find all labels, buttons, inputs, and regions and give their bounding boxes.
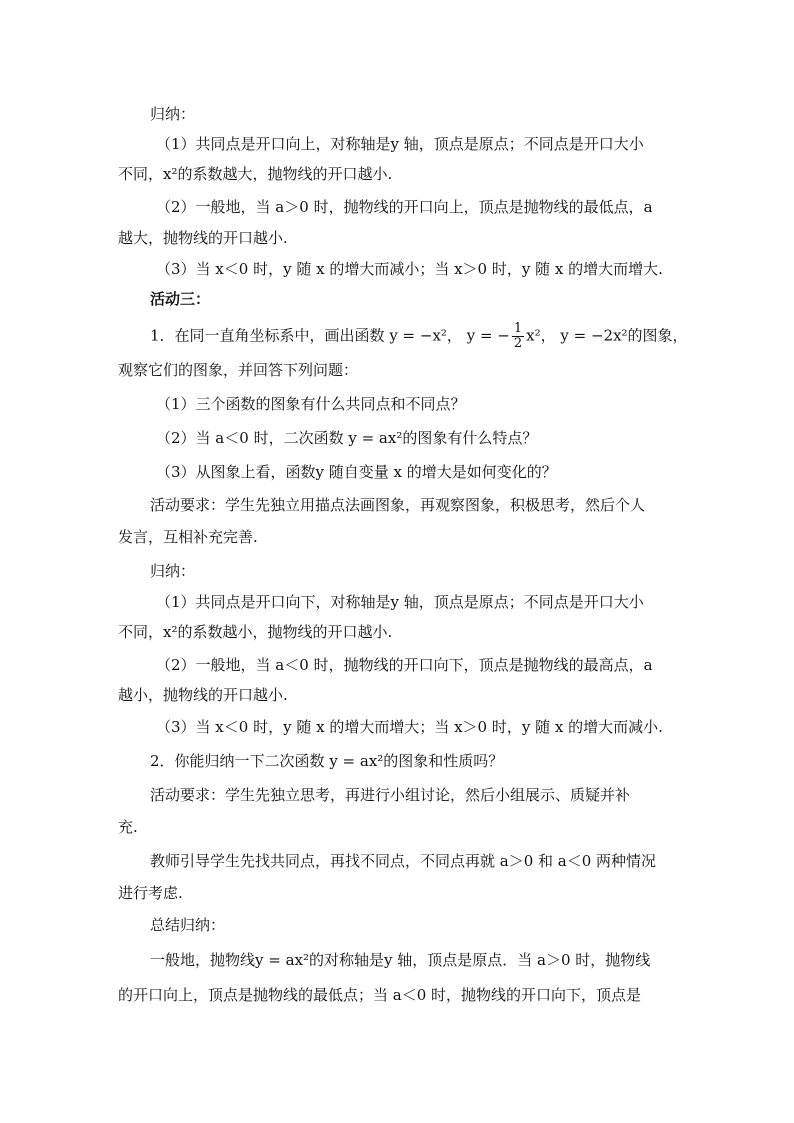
summary-heading-2: 归纳：	[150, 562, 196, 580]
teacher-guide-line-1: 教师引导学生先找共同点，再找不同点，不同点再就 a＞0 和 a＜0 两种情况	[150, 852, 657, 870]
question-2: （2）当 a＜0 时，二次函数 y = ax²的图象有什么特点？	[156, 429, 538, 447]
summary-point-2-line-2: 越大，抛物线的开口越小.	[118, 229, 288, 247]
summary-point-1-line-1: （1）共同点是开口向上，对称轴是y 轴，顶点是原点；不同点是开口大小	[156, 135, 644, 153]
summary-2-point-1-line-2: 不同，x²的系数越小，抛物线的开口越小.	[118, 623, 393, 641]
activity-three-heading: 活动三：	[150, 290, 211, 308]
fraction-one-half	[512, 322, 524, 351]
task-2: 2．你能归纳一下二次函数 y = ax²的图象和性质吗？	[150, 752, 504, 770]
task-1-line-2: 观察它们的图象，并回答下列问题：	[118, 361, 359, 379]
activity-requirement-1-line-2: 发言，互相补充完善.	[118, 528, 258, 546]
summary-point-1-line-2: 不同，x²的系数越大，抛物线的开口越小.	[118, 165, 393, 183]
summary-point-2-line-1: （2）一般地，当 a＞0 时，抛物线的开口向上，顶点是抛物线的最低点，a	[156, 198, 653, 216]
summary-point-3: （3）当 x＜0 时，y 随 x 的增大而减小；当 x＞0 时，y 随 x 的增大而增大.	[156, 260, 663, 278]
activity-requirement-2-line-1: 活动要求：学生先独立思考，再进行小组讨论，然后小组展示、质疑并补	[150, 786, 631, 804]
activity-requirement-2-line-2: 充.	[118, 818, 138, 836]
question-1: （1）三个函数的图象有什么共同点和不同点？	[156, 395, 466, 413]
activity-requirement-1-line-1: 活动要求：学生先独立用描点法画图象，再观察图象，积极思考，然后个人	[150, 496, 646, 514]
question-3: （3）从图象上看，函数y 随自变量 x 的增大是如何变化的？	[156, 463, 557, 481]
conclusion-line-2: 的开口向上，顶点是抛物线的最低点；当 a＜0 时，抛物线的开口向下，顶点是	[118, 986, 642, 1004]
fraction-denominator: 2	[513, 336, 523, 351]
task-1-text-a: 1．在同一直角坐标系中，画出函数 y = −x²， y = −	[150, 326, 510, 345]
summary-2-point-2-line-2: 越小，抛物线的开口越小.	[118, 686, 288, 704]
fraction-numerator: 1	[513, 321, 523, 336]
summary-heading-1: 归纳：	[150, 105, 196, 123]
conclusion-heading: 总结归纳：	[150, 916, 226, 934]
summary-2-point-2-line-1: （2）一般地，当 a＜0 时，抛物线的开口向下，顶点是抛物线的最高点，a	[156, 656, 653, 674]
summary-2-point-1-line-1: （1）共同点是开口向下，对称轴是y 轴，顶点是原点；不同点是开口大小	[156, 593, 644, 611]
summary-2-point-3: （3）当 x＜0 时，y 随 x 的增大而增大；当 x＞0 时，y 随 x 的增大而减小.	[156, 718, 663, 736]
task-1-line-1	[150, 322, 688, 351]
teacher-guide-line-2: 进行考虑.	[118, 884, 183, 902]
conclusion-line-1: 一般地，抛物线y = ax²的对称轴是y 轴，顶点是原点．当 a＞0 时，抛物线	[150, 951, 651, 969]
task-1-text-b: x²， y = −2x²的图象，	[526, 326, 688, 345]
